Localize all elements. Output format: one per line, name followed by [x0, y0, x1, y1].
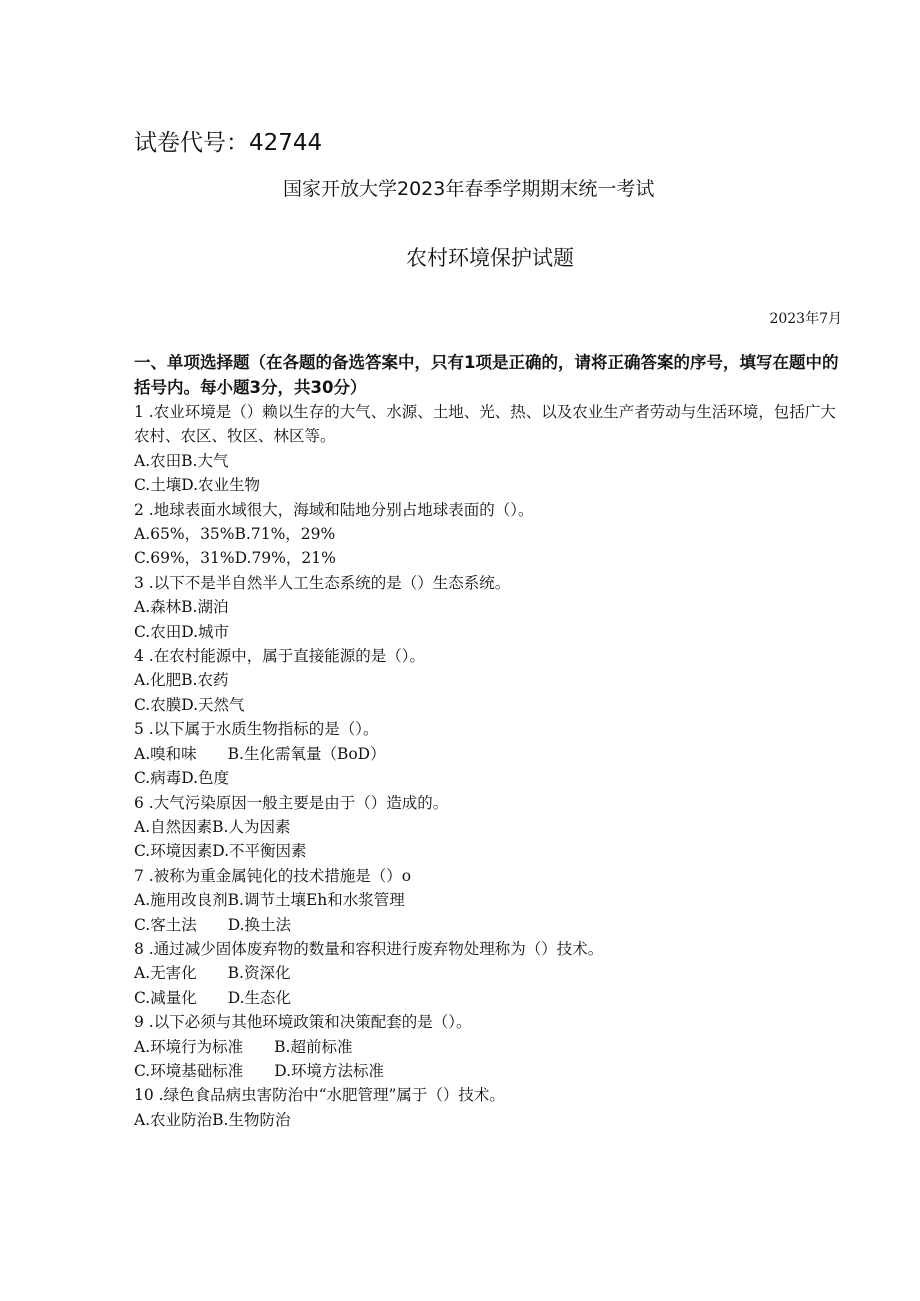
- question-options: A.化肥B.农药: [134, 671, 229, 690]
- question-options: A.65%，35%B.71%，29%: [134, 525, 336, 544]
- question-stem: 2 .地球表面水域很大，海域和陆地分别占地球表面的（）。: [134, 500, 534, 519]
- question-options: C.减量化 D.生态化: [134, 988, 292, 1007]
- question-stem: 5 .以下属于水质生物指标的是（）。: [134, 720, 379, 739]
- question-options: A.环境行为标准 B.超前标准: [134, 1037, 353, 1056]
- question-options: A.自然因素B.人为因素: [134, 817, 291, 836]
- question-options: C.客土法 D.换土法: [134, 915, 292, 934]
- question-stem: 9 .以下必须与其他环境政策和决策配套的是（）。: [134, 1013, 472, 1032]
- exam-title: 农村环境保护试题: [406, 246, 574, 270]
- question-options: A.农业防治B.生物防治: [134, 1110, 291, 1129]
- question-options: C.土壤D.农业生物: [134, 476, 261, 495]
- question-stem: 6 .大气污染原因一般主要是由于（）造成的。: [134, 793, 449, 812]
- question-stem: 4 .在农村能源中，属于直接能源的是（）。: [134, 647, 425, 666]
- question-stem: 1 .农业环境是（）赖以生存的大气、水源、土地、光、热、以及农业生产者劳动与生活环境，包括广大农村、农区、牧区、林区等。: [134, 403, 836, 446]
- section-heading: 一、单项选择题（在各题的备选答案中，只有1项是正确的，请将正确答案的序号，填写在题中的括号内。每小题3分，共30分）: [134, 353, 839, 397]
- question-options: C.农田D.城市: [134, 622, 230, 641]
- question-options: A.无害化 B.资深化: [134, 964, 291, 983]
- question-options: A.嗅和味 B.生化需氧量（BoD）: [134, 744, 386, 763]
- question-options: C.环境基础标准 D.环境方法标准: [134, 1061, 385, 1080]
- question-options: C.69%，31%D.79%，21%: [134, 549, 336, 568]
- question-options: C.病毒D.色度: [134, 769, 230, 788]
- question-stem: 7 .被称为重金属钝化的技术措施是（）o: [134, 866, 412, 885]
- question-stem: 10 .绿色食品病虫害防治中“水肥管理”属于（）技术。: [134, 1086, 505, 1105]
- question-options: C.环境因素D.不平衡因素: [134, 842, 307, 861]
- question-options: A.森林B.湖泊: [134, 598, 229, 617]
- exam-subtitle: 国家开放大学2023年春季学期期末统一考试: [283, 178, 655, 200]
- exam-date: 2023年7月: [769, 311, 842, 327]
- question-list: [134, 400, 844, 1132]
- paper-code: 试卷代号：42744: [134, 130, 323, 156]
- question-options: C.农膜D.天然气: [134, 695, 245, 714]
- question-options: A.施用改良剂B.调节土壤Eh和水浆管理: [134, 891, 405, 910]
- question-options: A.农田B.大气: [134, 451, 229, 470]
- question-stem: 8 .通过减少固体废弃物的数量和容积进行废弃物处理称为（）技术。: [134, 939, 604, 958]
- question-stem: 3 .以下不是半自然半人工生态系统的是（）生态系统。: [134, 573, 511, 592]
